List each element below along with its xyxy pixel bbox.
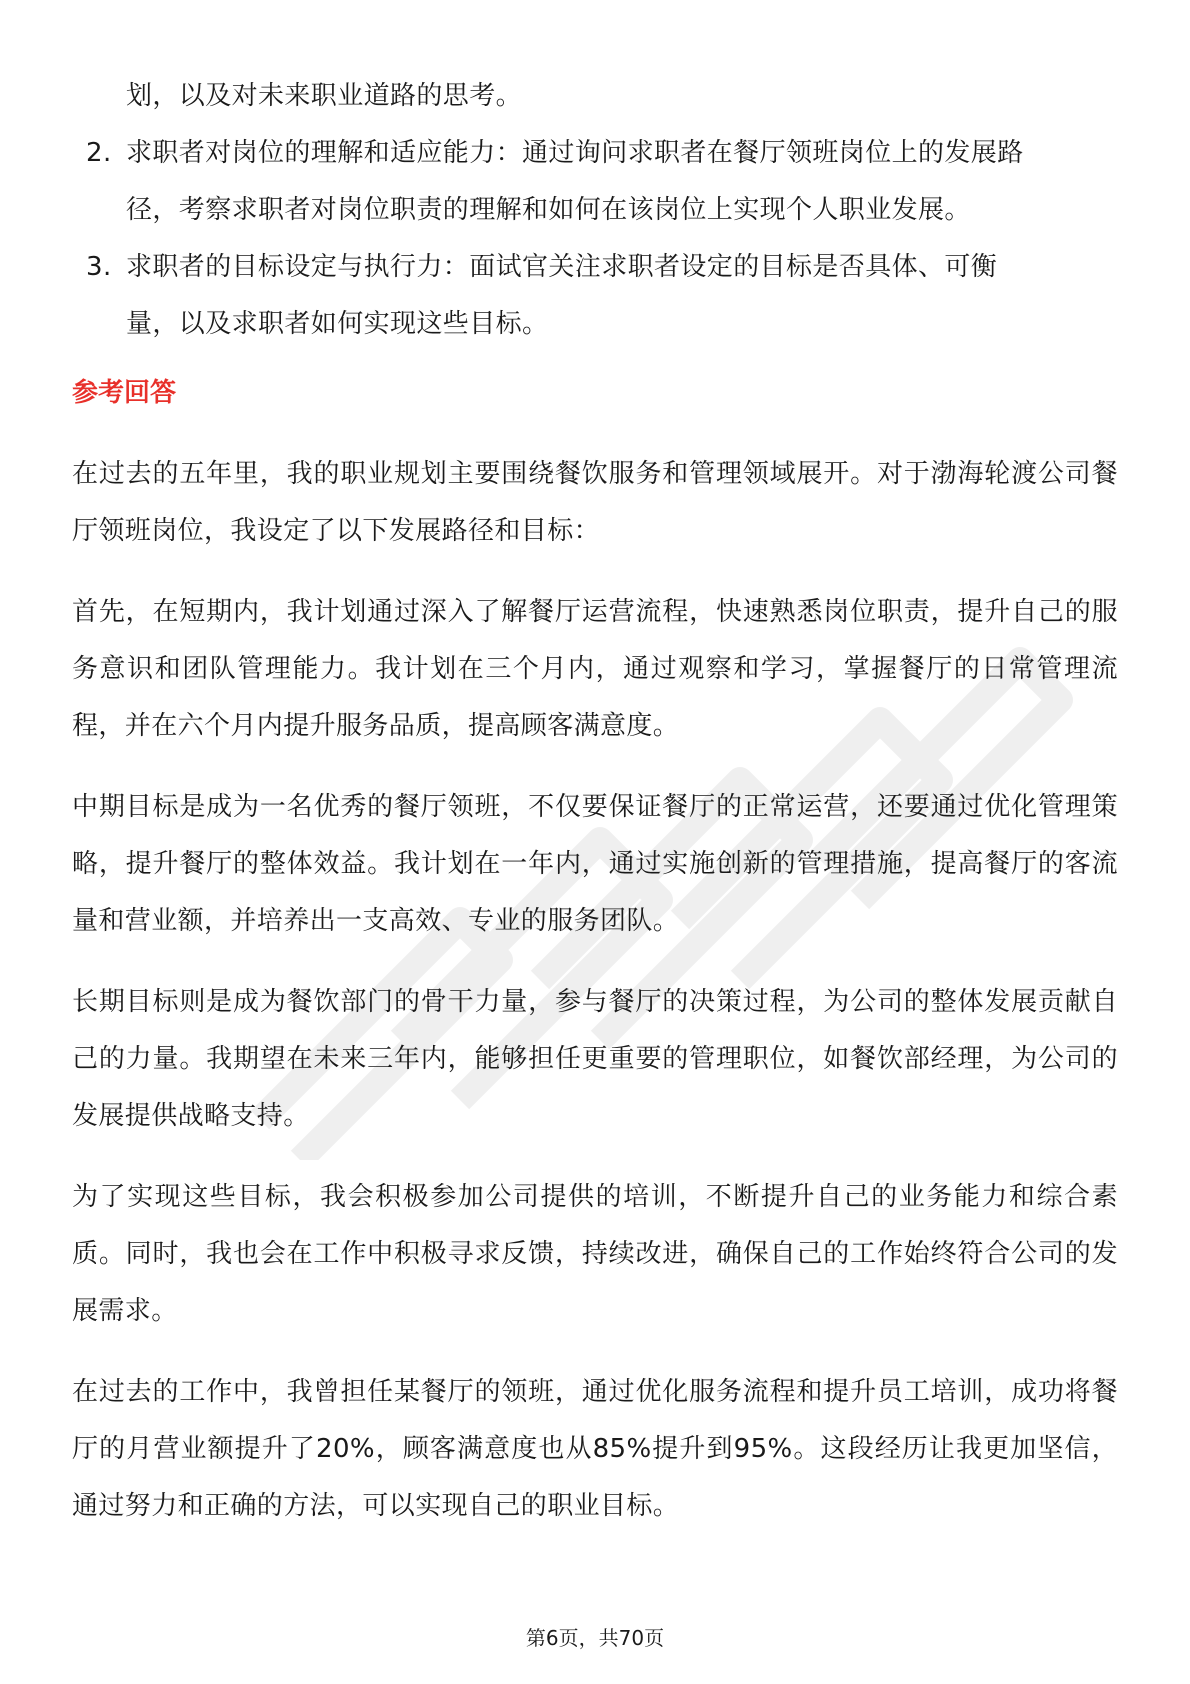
paragraph: 中期目标是成为一名优秀的餐厅领班，不仅要保证餐厅的正常运营，还要通过优化管理策略，提升餐厅的整体效益。我计划在一年内，通过实施创新的管理措施，提高餐厅的客流量和营业额，并培养出一支高效、专业的服务团队。 (72, 792, 1118, 936)
paragraph: 长期目标则是成为餐饮部门的骨干力量，参与餐厅的决策过程，为公司的整体发展贡献自己的力量。我期望在未来三年内，能够担任更重要的管理职位，如餐饮部经理，为公司的发展提供战略支持。 (72, 987, 1118, 1131)
paragraph: 首先，在短期内，我计划通过深入了解餐厅运营流程，快速熟悉岗位职责，提升自己的服务意识和团队管理能力。我计划在三个月内，通过观察和学习，掌握餐厅的日常管理流程，并在六个月内提升服务品质，提高顾客满意度。 (72, 597, 1118, 741)
intro-continuation: 划，以及对未来职业道路的思考。 (126, 81, 523, 111)
list-line: 量，以及求职者如何实现这些目标。 (126, 309, 549, 339)
document-body (72, 68, 1118, 1535)
list-line: 求职者对岗位的理解和适应能力：通过询问求职者在餐厅领班岗位上的发展路 (126, 138, 1024, 168)
paragraph: 为了实现这些目标，我会积极参加公司提供的培训，不断提升自己的业务能力和综合素质。同时，我也会在工作中积极寻求反馈，持续改进，确保自己的工作始终符合公司的发展需求。 (72, 1182, 1118, 1326)
list-number: 2. (86, 138, 112, 168)
list-item (72, 239, 1118, 353)
list-line: 求职者的目标设定与执行力：面试官关注求职者设定的目标是否具体、可衡 (126, 252, 998, 282)
section-title: 参考回答 (72, 378, 177, 408)
list-line: 径，考察求职者对岗位职责的理解和如何在该岗位上实现个人职业发展。 (126, 195, 971, 225)
list-number: 3. (86, 252, 112, 282)
page-footer: 第6页，共70页 (525, 1626, 665, 1650)
paragraph: 在过去的工作中，我曾担任某餐厅的领班，通过优化服务流程和提升员工培训，成功将餐厅的月营业额提升了20%，顾客满意度也从85%提升到95%。这段经历让我更加坚信，通过努力和正确的方法，可以实现自己的职业目标。 (72, 1377, 1118, 1521)
list-item (72, 125, 1118, 239)
paragraph: 在过去的五年里，我的职业规划主要围绕餐饮服务和管理领域展开。对于渤海轮渡公司餐厅领班岗位，我设定了以下发展路径和目标： (72, 459, 1118, 546)
